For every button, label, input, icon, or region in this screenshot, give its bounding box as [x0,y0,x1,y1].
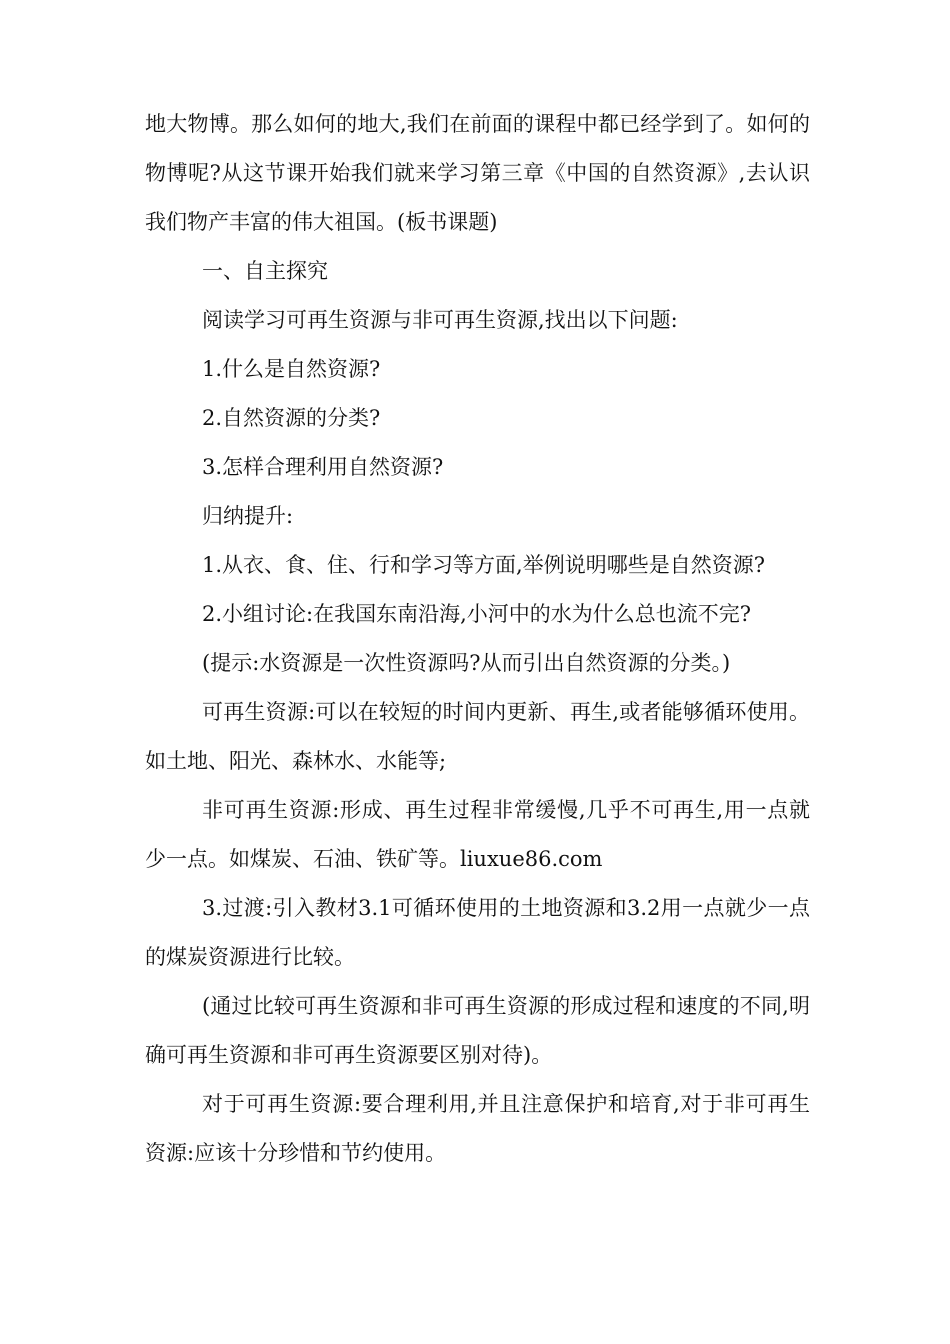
question-item-3: 3.怎样合理利用自然资源? [202,455,444,479]
document-body [145,100,810,1178]
section-heading-summary: 归纳提升: [202,504,294,528]
paragraph-intro: 地大物博。那么如何的地大,我们在前面的课程中都已经学到了。如何的物博呢?从这节课开始我们就来学习第三章《中国的自然资源》,去认识我们物产丰富的伟大祖国。(板书课题) [145,112,810,234]
paragraph-hint: (提示:水资源是一次性资源吗?从而引出自然资源的分类。) [202,651,731,675]
summary-item-2: 2.小组讨论:在我国东南沿海,小河中的水为什么总也流不完? [202,602,752,626]
paragraph-comparison: (通过比较可再生资源和非可再生资源的形成过程和速度的不同,明确可再生资源和非可再生资源要区别对待)。 [145,994,810,1067]
summary-item-3: 3.过渡:引入教材3.1可循环使用的土地资源和3.2用一点就少一点的煤炭资源进行比较。 [145,896,810,969]
question-item-1: 1.什么是自然资源? [202,357,381,381]
summary-item-1: 1.从衣、食、住、行和学习等方面,举例说明哪些是自然资源? [202,553,765,577]
paragraph-renewable-definition: 可再生资源:可以在较短的时间内更新、再生,或者能够循环使用。如土地、阳光、森林水、水能等; [145,700,810,773]
paragraph-reading-task: 阅读学习可再生资源与非可再生资源,找出以下问题: [202,308,678,332]
paragraph-conclusion: 对于可再生资源:要合理利用,并且注意保护和培育,对于非可再生资源:应该十分珍惜和节约使用。 [145,1092,810,1165]
paragraph-nonrenewable-definition: 非可再生资源:形成、再生过程非常缓慢,几乎不可再生,用一点就少一点。如煤炭、石油、铁矿等。liuxue86.com [145,798,810,871]
question-item-2: 2.自然资源的分类? [202,406,381,430]
section-heading-self-study: 一、自主探究 [202,259,328,283]
